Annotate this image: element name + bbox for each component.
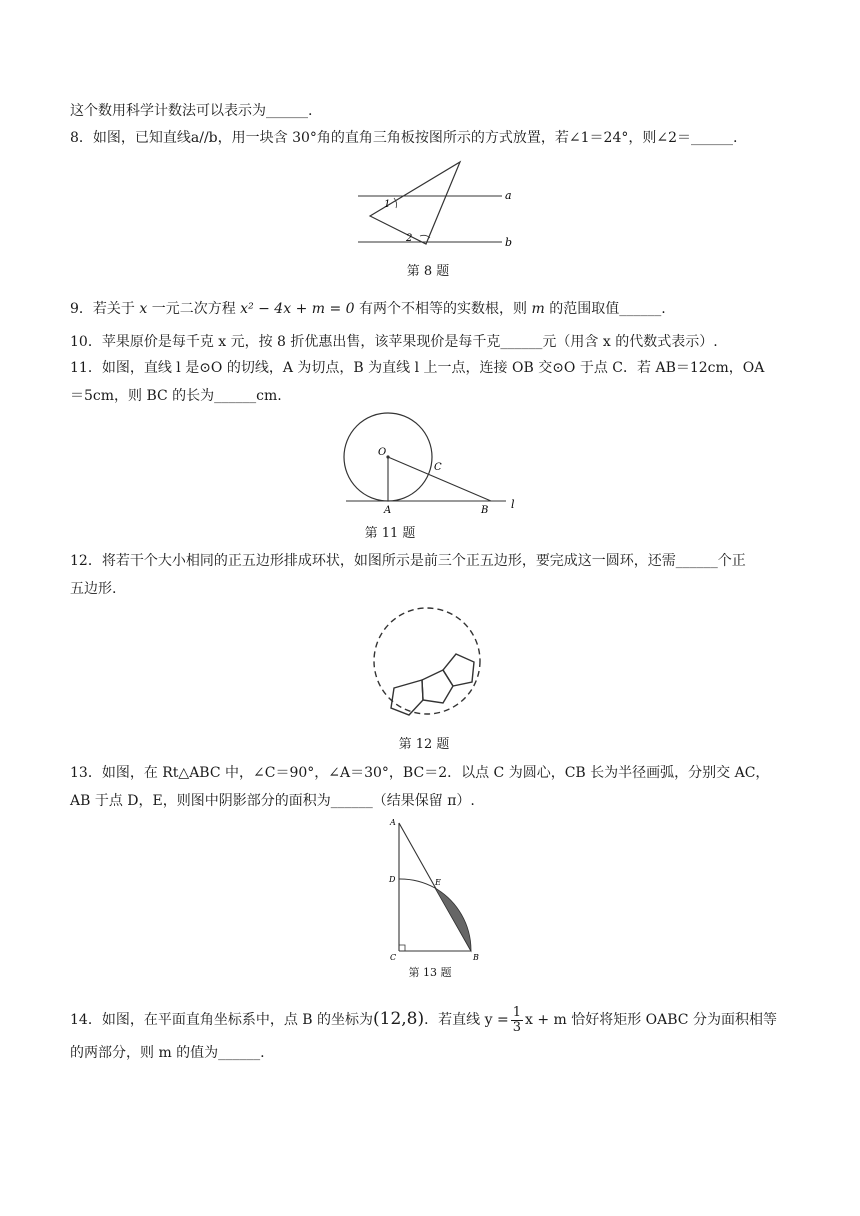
fig11-label-A: A (384, 505, 392, 516)
q11-text-line2: ＝5cm，则 BC 的长为______cm. (70, 388, 282, 404)
fig8-label-a: a (505, 189, 512, 202)
fig12-caption: 第 12 题 (398, 737, 450, 752)
fig13-label-A: A (390, 818, 396, 827)
fig11-label-l: l (511, 498, 515, 511)
fig11-caption: 第 11 题 (364, 526, 416, 541)
fig11-label-C: C (434, 462, 442, 473)
fig11-label-B: B (481, 505, 489, 516)
fig13-arc-DE (399, 879, 435, 888)
q10-text: 10．苹果原价是每千克 x 元，按 8 折优惠出售，该苹果现价是每千克______元（用含 x 的代数式表示）. (70, 334, 718, 350)
fig13-shaded-region (435, 888, 471, 951)
q9-text: 9．若关于 x 一元二次方程 x² − 4x + m = 0 有两个不相等的实数根，则 m 的范围取值______. (70, 301, 666, 317)
fig12-pentagon-1 (443, 654, 474, 686)
q12-text-line1: 12．将若干个大小相同的正五边形排成环状，如图所示是前三个正五边形，要完成这一圆环，还需______个正 (70, 553, 746, 569)
q8-text: 8．如图，已知直线a//b，用一块含 30°角的直角三角板按图所示的方式放置，若∠1＝24°，则∠2＝______. (70, 130, 738, 146)
fig8-label-2: 2 (406, 233, 413, 244)
q13-text-line2: AB 于点 D，E，则图中阴影部分的面积为______（结果保留 π）. (70, 793, 475, 809)
fig13-label-D: D (389, 875, 396, 884)
fig13-label-B: B (473, 953, 479, 962)
fig13-label-E: E (435, 878, 441, 887)
figure-12 (366, 603, 494, 725)
q12-text-line2: 五边形. (70, 581, 117, 597)
figure-8 (350, 158, 520, 258)
q14-text-line1: 14．如图，在平面直角坐标系中，点 B 的坐标为(12,8)．若直线 y = $\frac{1}{3}$ x + m 恰好将矩形 OABC 分为面积相等 (70, 1004, 777, 1035)
q14-fraction: $\frac{1}{3}$ (512, 1004, 521, 1035)
figure-13 (380, 815, 492, 963)
fig8-label-b: b (505, 236, 513, 249)
fig8-caption: 第 8 题 (406, 264, 450, 279)
figure-11 (336, 412, 532, 522)
fig8-label-1: 1 (384, 199, 391, 210)
fig11-center-dot (386, 455, 389, 458)
fig11-label-O: O (378, 447, 387, 458)
q7-tail: 这个数用科学计数法可以表示为______. (70, 103, 313, 119)
fig8-angle-1-arc (394, 198, 397, 208)
q11-text-line1: 11．如图，直线 l 是⊙O 的切线，A 为切点，B 为直线 l 上一点，连接 OB 交⊙O 于点 C．若 AB＝12cm，OA (70, 360, 765, 376)
fig12-pentagon-2 (422, 670, 453, 703)
q14-text-line2: 的两部分，则 m 的值为______. (70, 1045, 265, 1061)
q13-text-line1: 13．如图，在 Rt△ABC 中，∠C＝90°，∠A＝30°，BC＝2．以点 C 为圆心，CB 长为半径画弧，分别交 AC， (70, 765, 770, 781)
fig13-right-angle-mark (399, 945, 405, 951)
fig13-caption: 第 13 题 (408, 966, 452, 979)
fig12-dashed-circle (374, 608, 480, 714)
fig13-label-C: C (390, 953, 397, 962)
